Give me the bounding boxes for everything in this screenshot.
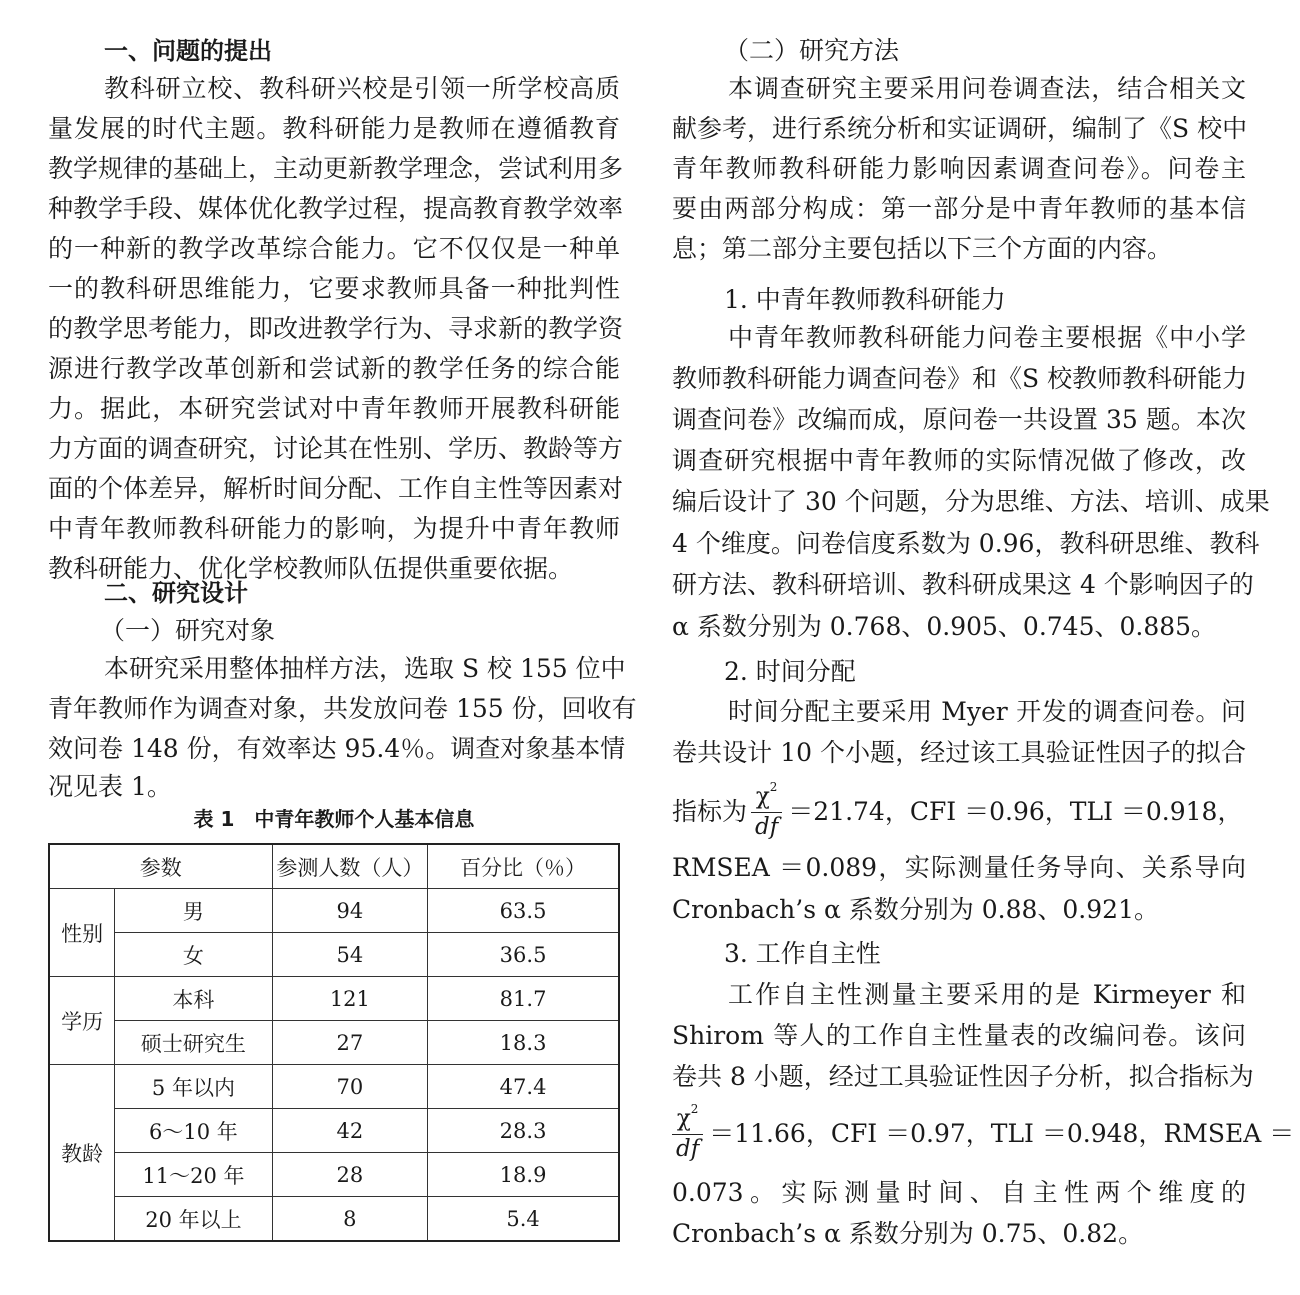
formula-line	[672, 1100, 1294, 1168]
table-row	[49, 933, 619, 977]
paragraph-line: 况见表 1。	[48, 772, 172, 801]
paragraph-line: 教科研能力、优化学校教师队伍提供重要依据。	[48, 554, 574, 583]
table-cell: 28.3	[428, 1109, 619, 1153]
table-cell: 27	[272, 1021, 428, 1065]
paragraph-line: Cronbach’s α 系数分别为 0.88、0.921。	[672, 895, 1159, 924]
table-row	[49, 1109, 619, 1153]
section-heading-2: 二、研究设计	[104, 579, 248, 607]
paragraph-line: 0.073。实际测量时间、自主性两个维度的	[672, 1178, 1246, 1207]
formula-rest: ＝21.74，CFI ＝0.96，TLI ＝0.918，	[788, 797, 1243, 826]
table-cell: 121	[272, 977, 428, 1021]
paragraph-line: 青年教师作为调查对象，共发放问卷 155 份，回收有	[48, 694, 637, 723]
table-cell: 8	[272, 1197, 428, 1242]
paragraph-line: 时间分配主要采用 Myer 开发的调查问卷。问	[728, 697, 1246, 726]
table-cell: 36.5	[428, 933, 619, 977]
subsection-heading: 2. 时间分配	[724, 657, 856, 686]
fraction-denominator: df	[751, 812, 782, 839]
paragraph-line: 研方法、教科研培训、教科研成果这 4 个影响因子的	[672, 570, 1254, 599]
table-cell: 6～10 年	[115, 1109, 272, 1153]
paragraph-line: 面的个体差异，解析时间分配、工作自主性等因素对	[48, 474, 624, 503]
table-cell: 47.4	[428, 1065, 619, 1109]
formula-prefix: 指标为	[672, 797, 748, 826]
fraction-denominator: df	[672, 1134, 703, 1161]
group-label: 学历	[49, 977, 115, 1065]
subsection-heading: 1. 中青年教师教科研能力	[724, 285, 1006, 314]
superscript: 2	[690, 1102, 699, 1117]
table-header-cell: 参测人数（人）	[272, 844, 428, 889]
table-cell: 54	[272, 933, 428, 977]
paragraph-line: 力。据此，本研究尝试对中青年教师开展教科研能	[48, 394, 620, 423]
subsection-heading: （一）研究对象	[100, 616, 276, 645]
table-row	[49, 1065, 619, 1109]
chi-square-over-df-fraction	[672, 1102, 703, 1162]
table-cell: 本科	[115, 977, 272, 1021]
paragraph-line: 量发展的时代主题。教科研能力是教师在遵循教育	[48, 114, 620, 143]
group-label: 教龄	[49, 1065, 115, 1242]
table-cell: 男	[115, 889, 272, 933]
paragraph-line: 编后设计了 30 个问题，分为思维、方法、培训、成果	[672, 487, 1270, 516]
section-heading-1: 一、问题的提出	[104, 37, 272, 65]
paragraph-line: 卷共设计 10 个小题，经过该工具验证性因子的拟合	[672, 738, 1246, 767]
table-cell: 20 年以上	[115, 1197, 272, 1242]
paragraph-line: RMSEA ＝0.089，实际测量任务导向、关系导向	[672, 853, 1246, 882]
paragraph-line: 源进行教学改革创新和尝试新的教学任务的综合能	[48, 354, 620, 383]
paragraph-line: 教师教科研能力调查问卷》和《S 校教师教科研能力	[672, 364, 1248, 393]
table-cell: 70	[272, 1065, 428, 1109]
chi-symbol: χ	[676, 1105, 691, 1132]
paragraph-line: 要由两部分构成：第一部分是中青年教师的基本信	[672, 194, 1246, 223]
paragraph-line: Cronbach’s α 系数分别为 0.75、0.82。	[672, 1219, 1144, 1248]
paragraph-line: α 系数分别为 0.768、0.905、0.745、0.885。	[672, 612, 1217, 641]
table-header-cell: 参数	[49, 844, 272, 889]
paragraph-line: 教科研立校、教科研兴校是引领一所学校高质	[104, 74, 620, 103]
paragraph-line: 效问卷 148 份，有效率达 95.4％。调查对象基本情	[48, 734, 626, 763]
superscript: 2	[769, 780, 778, 795]
paragraph-line: 教学规律的基础上，主动更新教学理念，尝试利用多	[48, 154, 624, 183]
chi-symbol: χ	[755, 783, 770, 810]
paragraph-line: 本调查研究主要采用问卷调查法，结合相关文	[728, 74, 1246, 103]
paragraph-line: 息；第二部分主要包括以下三个方面的内容。	[672, 234, 1173, 263]
table-row	[49, 977, 619, 1021]
table-cell: 18.3	[428, 1021, 619, 1065]
paragraph-line: 的教学思考能力，即改进教学行为、寻求新的教学资	[48, 314, 624, 343]
table-caption: 表 1 中青年教师个人基本信息	[193, 807, 475, 831]
table-row	[49, 1197, 619, 1242]
paragraph-line: 调查问卷》改编而成，原问卷一共设置 35 题。本次	[672, 405, 1246, 434]
paragraph-line: 的一种新的教学改革综合能力。它不仅仅是一种单	[48, 234, 620, 263]
formula-rest: ＝11.66，CFI ＝0.97，TLI ＝0.948，RMSEA ＝	[709, 1119, 1295, 1148]
paragraph-line: 工作自主性测量主要采用的是 Kirmeyer 和	[728, 980, 1246, 1009]
table-cell: 硕士研究生	[115, 1021, 272, 1065]
basic-info-table	[48, 843, 620, 1242]
table-cell: 5 年以内	[115, 1065, 272, 1109]
subsection-heading: （二）研究方法	[724, 36, 900, 65]
paragraph-line: 中青年教师教科研能力问卷主要根据《中小学	[728, 323, 1246, 352]
paragraph-line: Shirom 等人的工作自主性量表的改编问卷。该问	[672, 1021, 1246, 1050]
paragraph-line: 种教学手段、媒体优化教学过程，提高教育教学效率	[48, 194, 624, 223]
table-cell: 5.4	[428, 1197, 619, 1242]
table-row	[49, 889, 619, 933]
table-header-cell: 百分比（％）	[428, 844, 619, 889]
paragraph-line: 献参考，进行系统分析和实证调研，编制了《S 校中	[672, 114, 1248, 143]
table-cell: 42	[272, 1109, 428, 1153]
group-label: 性别	[49, 889, 115, 977]
subsection-heading: 3. 工作自主性	[724, 939, 881, 968]
paragraph-line: 力方面的调查研究，讨论其在性别、学历、教龄等方	[48, 434, 624, 463]
table-cell: 女	[115, 933, 272, 977]
paragraph-line: 调查研究根据中青年教师的实际情况做了修改，改	[672, 446, 1246, 475]
paragraph-line: 青年教师教科研能力影响因素调查问卷》。问卷主	[672, 154, 1246, 183]
table-header-row	[49, 844, 619, 889]
paragraph-line: 4 个维度。问卷信度系数为 0.96，教科研思维、教科	[672, 529, 1260, 558]
formula-line	[672, 778, 1242, 846]
paragraph-line: 卷共 8 小题，经过工具验证性因子分析，拟合指标为	[672, 1062, 1254, 1091]
table-cell: 63.5	[428, 889, 619, 933]
paragraph-line: 一的教科研思维能力，它要求教师具备一种批判性	[48, 274, 620, 303]
chi-square-over-df-fraction	[751, 780, 782, 840]
table-cell: 94	[272, 889, 428, 933]
table-row	[49, 1153, 619, 1197]
table-cell: 81.7	[428, 977, 619, 1021]
table-row	[49, 1021, 619, 1065]
table-cell: 28	[272, 1153, 428, 1197]
paragraph-line: 本研究采用整体抽样方法，选取 S 校 155 位中	[104, 654, 626, 683]
table-cell: 18.9	[428, 1153, 619, 1197]
paragraph-line: 中青年教师教科研能力的影响，为提升中青年教师	[48, 514, 620, 543]
table-cell: 11～20 年	[115, 1153, 272, 1197]
